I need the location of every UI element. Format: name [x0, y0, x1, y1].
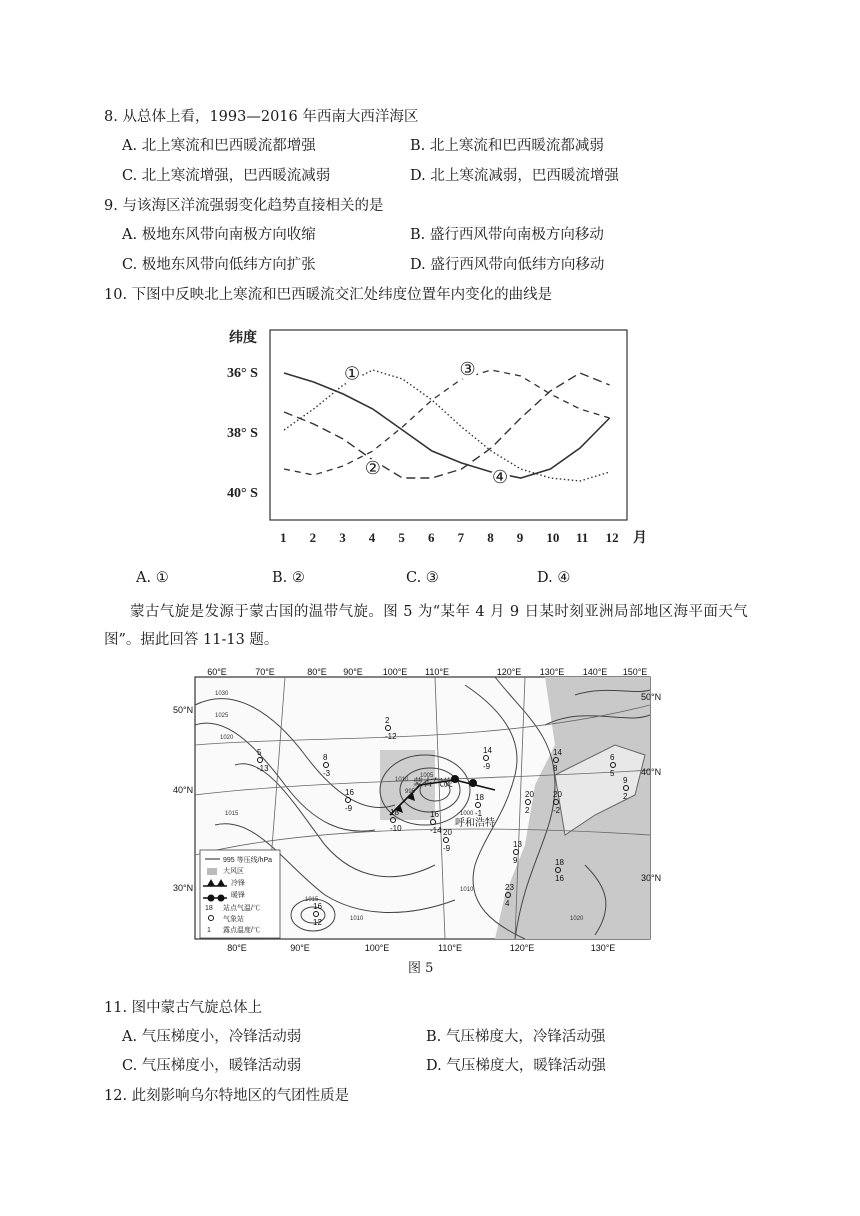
- station-temp: 18: [555, 858, 564, 867]
- series-label-3: ③: [459, 359, 476, 379]
- legend-num-temp: 18: [205, 905, 213, 912]
- map-lon-bottom-label: 80°E: [227, 943, 247, 953]
- map-lon-top-label: 120°E: [496, 667, 522, 677]
- isobar-label: 995: [405, 789, 416, 795]
- station-dewpoint: -3: [323, 769, 331, 778]
- weather-map: [173, 665, 662, 955]
- station-temp: 18: [390, 808, 399, 817]
- question-10-stem: 10. 下图中反映北上寒流和巴西暖流交汇处纬度位置年内变化的曲线是: [104, 287, 553, 303]
- series-line-1: [284, 370, 610, 481]
- label-hohhot: 呼和浩特: [455, 818, 495, 829]
- station-temp: 20: [443, 828, 452, 837]
- series-line-3: [284, 370, 610, 475]
- isobar-label: 1015: [225, 811, 239, 817]
- station-dewpoint: 16: [555, 874, 564, 883]
- station-temp: 16: [313, 902, 322, 911]
- isobar-label: 1010: [460, 887, 474, 893]
- figure-caption: 图 5: [408, 961, 434, 976]
- question-9-option-d[interactable]: D. 盛行西风带向低纬方向移动: [410, 257, 605, 273]
- station-dewpoint: -12: [385, 732, 397, 741]
- question-11-option-b[interactable]: B. 气压梯度大，冷锋活动强: [426, 1029, 606, 1045]
- station-temp: 16: [345, 788, 354, 797]
- question-12-stem: 12. 此刻影响乌尔特地区的气团性质是: [104, 1088, 350, 1104]
- map-lon-bottom-label: 110°E: [438, 943, 462, 953]
- isobar-label: 1000: [460, 811, 474, 817]
- x-tick-label: 9: [516, 530, 524, 545]
- x-tick-label: 7: [457, 530, 465, 545]
- station-temp: 20: [553, 790, 562, 799]
- station-temp: 13: [513, 840, 522, 849]
- station-temp: 14: [553, 748, 562, 757]
- legend-gale: 大风区: [223, 868, 244, 875]
- question-11-option-d[interactable]: D. 气压梯度大，暖锋活动强: [426, 1058, 606, 1074]
- question-11-option-c[interactable]: C. 气压梯度小，暖锋活动弱: [122, 1058, 302, 1074]
- isobar-label: 1010: [395, 777, 409, 783]
- question-8-option-c[interactable]: C. 北上寒流增强，巴西暖流减弱: [122, 168, 331, 184]
- isobar-label: 1015: [305, 897, 319, 903]
- map-lon-top-label: 110°E: [425, 667, 449, 677]
- map-lon-top-label: 140°E: [582, 667, 608, 677]
- chart-ylabel: 纬度: [229, 331, 257, 346]
- x-tick-label: 3: [339, 530, 346, 545]
- station-dewpoint: -14: [430, 826, 442, 835]
- y-tick-36: 36° S: [227, 366, 258, 381]
- chart-xlabel: 月: [633, 531, 647, 546]
- isobar-label: 1025: [215, 713, 229, 719]
- y-tick-40: 40° S: [227, 486, 258, 501]
- station-temp: 14: [483, 746, 492, 755]
- plot-frame: [270, 330, 627, 520]
- question-10-option-d[interactable]: D. ④: [537, 570, 571, 586]
- map-lat-right-label: 40°N: [641, 767, 662, 777]
- question-9-stem: 9. 与该海区洋流强弱变化趋势直接相关的是: [104, 198, 384, 214]
- question-8-option-a[interactable]: A. 北上寒流和巴西暖流都增强: [122, 138, 316, 154]
- map-lon-bottom-label: 100°E: [364, 943, 390, 953]
- station-temp: 2: [385, 716, 390, 725]
- map-lon-top-label: 80°E: [307, 667, 327, 677]
- question-11-option-a[interactable]: A. 气压梯度小，冷锋活动弱: [122, 1029, 302, 1045]
- question-8-option-d[interactable]: D. 北上寒流减弱，巴西暖流增强: [410, 168, 619, 184]
- map-lat-left-label: 30°N: [173, 883, 194, 893]
- station-temp: 9: [623, 776, 628, 785]
- question-10-option-c[interactable]: C. ③: [406, 570, 439, 586]
- question-10-option-b[interactable]: B. ②: [272, 570, 305, 586]
- map-lon-top-label: 150°E: [622, 667, 648, 677]
- question-8-stem: 8. 从总体上看，1993—2016 年西南大西洋海区: [104, 109, 419, 125]
- legend-dew: 露点温度/℃: [223, 927, 260, 934]
- map-lon-top-label: 60°E: [207, 667, 227, 677]
- x-tick-label: 5: [398, 530, 405, 545]
- map-lon-top-label: 70°E: [255, 667, 275, 677]
- map-lon-top-label: 130°E: [539, 667, 565, 677]
- question-9-option-b[interactable]: B. 盛行西风带向南极方向移动: [410, 227, 604, 243]
- question-11-stem: 11. 图中蒙古气旋总体上: [104, 1000, 263, 1016]
- map-lat-right-label: 50°N: [641, 692, 662, 702]
- map-lat-right-label: 30°N: [641, 873, 662, 883]
- isobar-label: 1005: [420, 773, 434, 779]
- legend-cold-front: 冷锋: [231, 880, 245, 887]
- legend-isobar: 995 等压线/hPa: [223, 857, 273, 864]
- series-label-1: ①: [344, 363, 361, 384]
- question-9-option-a[interactable]: A. 极地东风带向南极方向收缩: [122, 227, 316, 243]
- series-label-2: ②: [364, 458, 381, 478]
- map-lon-bottom-label: 120°E: [509, 943, 535, 953]
- station-dewpoint: -1: [475, 809, 483, 818]
- station-dewpoint: -2: [553, 806, 561, 815]
- map-lon-top-label: 90°E: [343, 667, 363, 677]
- x-tick-label: 2: [309, 530, 317, 545]
- station-temp: 8: [323, 753, 328, 762]
- intro-line-2: 图”。据此回答 11-13 题。: [104, 632, 279, 648]
- legend-station: 气象站: [223, 916, 244, 923]
- isobar-label: 1030: [215, 691, 229, 697]
- latitude-line-chart: [205, 318, 665, 553]
- station-dewpoint: -13: [257, 764, 269, 773]
- x-tick-label: 8: [487, 530, 494, 545]
- isobar-label: 1020: [570, 916, 584, 922]
- station-dewpoint: 8: [553, 764, 558, 773]
- station-dewpoint: 5: [610, 769, 615, 778]
- station-temp: 6: [610, 753, 615, 762]
- question-10-option-a[interactable]: A. ①: [136, 570, 169, 586]
- question-8-option-b[interactable]: B. 北上寒流和巴西暖流都减弱: [410, 138, 604, 154]
- label-mongolian-cyclone: 蒙古气旋: [413, 778, 453, 789]
- legend-num-dew: 1: [207, 927, 211, 934]
- station-temp: 5: [257, 748, 262, 757]
- station-dewpoint: 2: [525, 806, 530, 815]
- station-dewpoint: 2: [623, 792, 628, 801]
- y-tick-38: 38° S: [227, 426, 258, 441]
- station-temp: 20: [525, 790, 534, 799]
- station-temp: 23: [505, 883, 514, 892]
- station-dewpoint: -9: [483, 762, 491, 771]
- x-tick-label: 6: [428, 530, 435, 545]
- station-dewpoint: 9: [513, 856, 518, 865]
- isobar-label: 1010: [350, 916, 364, 922]
- legend-temp: 站点气温/℃: [223, 905, 260, 912]
- x-tick-label: 10: [546, 530, 560, 545]
- map-lat-left-label: 40°N: [173, 785, 194, 795]
- x-tick-label: 4: [368, 530, 376, 545]
- station-dewpoint: -10: [390, 824, 402, 833]
- map-lon-bottom-label: 130°E: [590, 943, 616, 953]
- station-dewpoint: -9: [443, 844, 451, 853]
- intro-line-1: 蒙古气旋是发源于蒙古国的温带气旋。图 5 为“某年 4 月 9 日某时刻亚洲局部地区海平面天气: [130, 604, 749, 620]
- x-tick-label: 1: [280, 530, 287, 545]
- station-dewpoint: 12: [313, 918, 322, 927]
- x-tick-label: 12: [605, 530, 619, 545]
- legend-warm-front: 暖锋: [231, 892, 245, 899]
- series-label-4: ④: [492, 467, 509, 487]
- map-lon-bottom-label: 90°E: [290, 943, 310, 953]
- x-tick-label: 11: [576, 530, 589, 545]
- question-9-option-c[interactable]: C. 极地东风带向低纬方向扩张: [122, 257, 316, 273]
- map-lat-left-label: 50°N: [173, 705, 194, 715]
- station-dewpoint: 4: [505, 899, 510, 908]
- station-temp: 18: [475, 793, 484, 802]
- map-lon-top-label: 100°E: [382, 667, 408, 677]
- isobar-label: 1020: [220, 735, 234, 741]
- station-dewpoint: -9: [345, 804, 353, 813]
- station-temp: 16: [430, 810, 439, 819]
